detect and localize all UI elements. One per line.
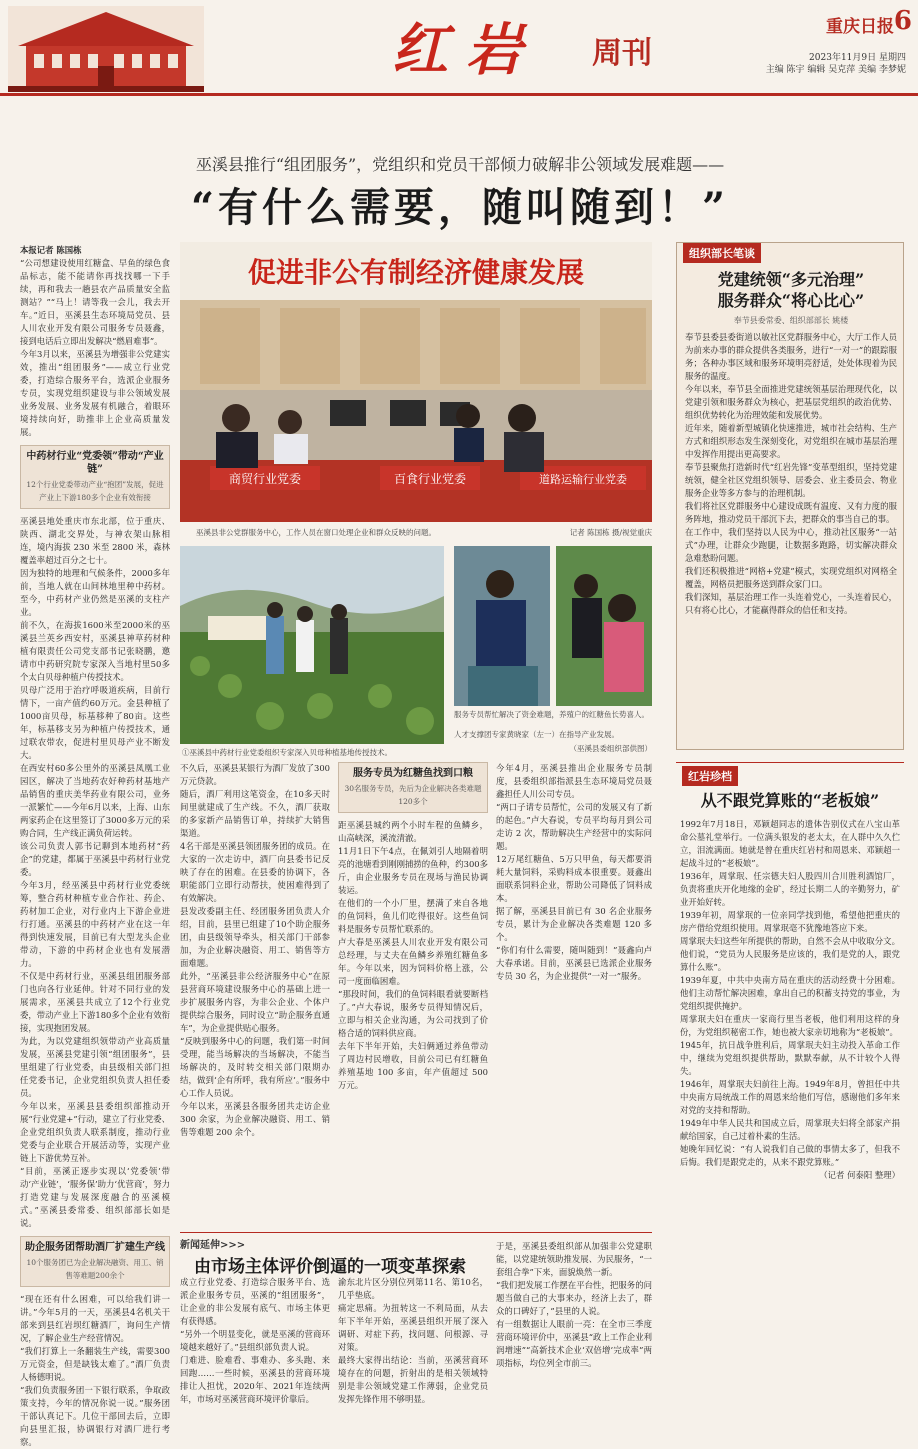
divider	[676, 762, 904, 763]
article-column-4	[496, 762, 652, 1232]
subheading-box	[20, 445, 170, 509]
paragraph: 在西安村60多公里外的巫溪县凤凰工业园区，解决了当地药农好种药材基地产品销售的重庆美华药业有限公司，业务一派繁忙——今年6月以来，上海、山东两家药企在这里签订了3000多万元的采购合同，生产线正满负荷运转。	[20, 763, 170, 838]
article-byline: 本报记者 陈国栋	[20, 245, 82, 255]
paragraph: 县发改委副主任、经团服务团负责人介绍，目前，县里已组建了10个助企服务团，由县级领导牵头，相关部门干部参加，为企业解决融资、用工、销售等方面难题。	[180, 906, 330, 968]
desk-sign-1: 商贸行业党委	[228, 472, 302, 486]
main-photo	[180, 242, 652, 522]
paragraph: 该公司负责人郭书记聊到本地药材“药企”的党建，都属于巫溪县中药材行业党委。	[20, 841, 170, 877]
expert-guidance-photo	[556, 546, 652, 706]
paragraph: “那段时间，我们的鱼饲料眼看就要断档了。”卢大春说，服务专员得知情况后，立即与相关企业沟通，为公司找到了价格合适的饲料供应商。	[338, 989, 488, 1038]
main-photo-caption: 巫溪县非公党群服务中心，工作人员在窗口处理企业和群众反映的问题。	[196, 528, 436, 537]
paragraph: 据了解，巫溪县目前已有 30 名企业服务专员，累计为企业解决各类难题 120 多个。	[496, 906, 652, 942]
paragraph: 今年以来，巫溪县各服务团共走访企业 300 余家，为企业解决融资、用工、销售等难题 200 余个。	[180, 1101, 330, 1137]
paragraph: 1936年，周掌珉、任宗德夫妇人股四川合川胜利酒馆厂，负责将重庆开化地缘的金矿，经过长期二人的辛勤努力，矿业开始好转。	[680, 871, 900, 907]
paragraph: 奉节县委县委街道以敏社区党群服务中心，大厅工作人员为前来办事的群众提供各类服务，进行“一对一”的跟踪服务；各种办事区域和服务环境明亮舒适，处处体现着为民服务的温度。	[685, 332, 897, 381]
paragraph: 因为独特的地理和气候条件，2000多年前，当地人就在山间林地里种中药材。至今，中药材产业仍然是巫溪的支柱产业。	[20, 568, 170, 617]
desk-sign-3: 道路运输行业党委	[539, 473, 627, 486]
sidebar-author-1: 奉节县委常委、组织部部长 姚楼	[733, 316, 849, 325]
paragraph: 我们还积极推进“网格+党建”模式，实现党组织对网格全覆盖，网格员把服务送到群众家门口。	[685, 566, 897, 589]
article-column-3	[338, 762, 488, 1232]
page-number: 6	[893, 6, 912, 36]
paragraph: 不久后，巫溪县某银行为酒厂发放了300万元贷款。	[180, 763, 330, 786]
paragraph: 周掌珉夫妇在重庆一家商行里当老板，他们利用这样的身份，为党组织秘密工作，她也被大家亲切地称为“老板娘”。	[680, 1014, 900, 1037]
paragraph: 奉节县聚焦打造新时代“红岩先锋”变革型组织，坚持党建统领，健全社区党组织领导、居委会、业主委员会、物业服务企业等多方参与的治理机制。	[685, 462, 897, 498]
paragraph: 近年来，随着新型城镇化快速推进，城市社会结构、生产方式和组织形态发生深刻变化，对党组织在城市基层治理中发挥作用提出更高要求。	[685, 423, 897, 459]
news-extension-title: 由市场主体评价倒逼的一项变革探索	[194, 1257, 466, 1277]
pair-photo-caption-a: 服务专员帮忙解决了资金难题，养殖户的红糖鱼长势喜人。	[454, 710, 649, 719]
paragraph: 今年3月以来，巫溪县为增强非公党建实效，推出“组团服务”——成立行业党委，打造综合服务平台，选派企业服务专员，实现党组织建设与非公领域发展业务发展、业务发展有机融合，着眼环境持续向好，助推非上企业高质量发展。	[20, 349, 170, 437]
paragraph: 于是，巫溪县委组织部从加强非公党建职能，以党建统领助推发展、为民服务，“一套组合拳”下来，面貌焕然一新。	[496, 1241, 652, 1277]
article-kicker: 巫溪县推行“组团服务”，党组织和党员干部倾力破解非公领域发展难题——	[195, 155, 725, 174]
paragraph: 卢大春是巫溪县人川农业开发有限公司总经理，与丈夫在鱼鳞乡养殖红糖鱼多年。今年以来，因为饲料价格上涨，公司一度面临困难。	[338, 937, 488, 986]
subheading-desc: 10个服务团已为企业解决融资、用工、销售等难题200余个	[26, 1258, 164, 1280]
article-headline: “有什么需要，随叫随到！”	[190, 184, 729, 231]
supplement-weekly: 周刊	[592, 36, 652, 71]
red-building-illustration	[8, 6, 204, 92]
herb-field-illustration	[180, 546, 444, 744]
subheading-desc: 12个行业党委带动产业“抱团”发展，促进产业上下游180多个企业有效衔接	[26, 480, 164, 502]
subheading-title: 中药材行业“党委领”带动“产业链”	[26, 451, 164, 475]
fish-farm-photo	[454, 546, 550, 706]
sidebar-tag-2: 红岩珍档	[682, 766, 738, 786]
paragraph: 今年3月，经巫溪县中药材行业党委统筹，整合药材种植专业合作社、药企、药材加工企业，对行业内上下游企业进行打通。巫溪县的中药材产业在这一年得到快速发展，目前已有大型龙头企业带动，下游的中药材企业也有发展潜力。	[20, 880, 170, 968]
sidebar-body-2	[680, 818, 900, 1298]
paragraph: “反映到服务中心的问题，我们第一时间受理，能当场解决的当场解决，不能当场解决的，及时转交相关部门限期办结，做到‘企有所呼，我有所应’。”服务中心工作人员说。	[180, 1036, 330, 1098]
paragraph: 1949年中华人民共和国成立后，周掌珉夫妇将全部家产捐献给国家，自己过着朴素的生活。	[680, 1118, 900, 1141]
paragraph: 为此，为以党建组织领带动产业高质量发展，巫溪县党建引领“组团服务”，县里组建了行业党委，由县级相关部门担任党委书记，企业党组织负责人担任委员。	[20, 1036, 170, 1098]
paragraph: 今年4月，巫溪县推出企业服务专员制度，县委组织部指派县生态环境局党员聂鑫担任人川公司专员。	[496, 763, 652, 799]
fish-farmer-illustration	[454, 546, 550, 706]
paragraph: 在他们的一个小厂里，摆满了来自各地的鱼饲料，鱼儿们吃得很好。这些鱼饲料是服务专员帮忙联系的。	[338, 898, 488, 934]
pair-photo-credit: （巫溪县委组织部供图）	[569, 744, 652, 753]
paragraph: 4名干部是巫溪县领团服务团的成员。在大家的一次走访中，酒厂向县委书记反映了存在的困难。在县委的协调下，各职能部门立即行动帮扶，使困难得到了有效解决。	[180, 841, 330, 903]
pair-photo-caption-b: 人才支撑团专家黄晓家（左一）在指导产业发展。	[454, 730, 619, 739]
field-photo-caption: ①巫溪县中药材行业党委组织专家深入贝母种植基地传授技术。	[182, 748, 392, 757]
main-photo-credit: 记者 陈国栋 摄/视觉重庆	[569, 528, 652, 537]
paragraph: 此外，“巫溪县非公经济服务中心”在原县营商环境建设服务中心的基础上进一步扩展服务内容，为非公企业、个体户提供综合服务，同时设立“助企服务直通车”，为企业提供贴心服务。	[180, 971, 330, 1033]
paragraph: 有一组数据让人眼前一亮：在全市三季度营商环境评价中，巫溪县“政上工作企业利润增速”“高新技术企业‘双倍增’完成率”两项指标，均位列全市前三。	[496, 1319, 652, 1368]
article-column-1	[20, 244, 170, 1447]
paragraph: 1946年，周掌珉夫妇前往上海。1949年8月，曾担任中共中央南方局统战工作的周恩来给他们写信，感谢他们多年来对党的支持和帮助。	[680, 1079, 900, 1115]
paragraph: 成立行业党委、打造综合服务平台、选派企业服务专员，巫溪的“组团服务”，让企业的非公发展有底气、市场主体更有获得感。	[180, 1277, 330, 1326]
paragraph: 不仅是中药材行业，巫溪县组团服务部门也向各行业延伸。针对不同行业的发展需求，巫溪县共成立了12个行业党委，带动产业上下游180多个企业有效衔接，实现抱团发展。	[20, 971, 170, 1033]
paragraph: 1992年7月18日，邓颖超同志的遗体告别仪式在八宝山革命公墓礼堂举行。一位满头银发的老太太，在人群中久久伫立，泪流满面。她就是曾在重庆红岩村和周恩来、邓颖超一起战斗过的“老板娘”。	[680, 819, 900, 868]
paragraph: “我们负责服务团一下银行联系，争取政策支持，今年的情况你说一说。”服务团干部认真记下。几位干部回去后，立即向县里汇报，协调银行对酒厂进行考察。	[20, 1385, 170, 1447]
news-extension-label: 新闻延伸>>>	[180, 1240, 246, 1251]
paragraph: 去年下半年开始，夫妇俩通过养鱼带动了周边村民增收，目前公司已有红糖鱼养殖基地 100 多亩，年产值超过 500 万元。	[338, 1041, 488, 1090]
sidebar-headline-2: 从不跟党算账的“老板娘”	[700, 791, 880, 810]
subheading-box	[338, 762, 488, 813]
sidebar-body-1	[685, 331, 897, 745]
expert-illustration	[556, 546, 652, 706]
paragraph: 1939年夏，中共中央南方局在重庆的活动经费十分困难。他们主动帮忙解决困难，拿出自己的积蓄支持党的事业，为党组织提供掩护。	[680, 975, 900, 1011]
paragraph: 渝东北片区分别位列第11名、第10名，几乎垫底。	[338, 1277, 488, 1300]
paragraph: 距巫溪县城约两个小时车程的鱼鳞乡，山高峡深，溪流清澈。	[338, 820, 488, 843]
paragraph: “现在还有什么困难，可以给我们讲一讲。”今年5月的一天，巫溪县4名机关干部来到县红岩坝红糖酒厂，询问生产情况，了解企业生产经营情况。	[20, 1294, 170, 1343]
headline-line: 服务群众“将心比心”	[717, 291, 865, 310]
subheading-desc: 30名服务专员，先后为企业解决各类难题120多个	[344, 784, 482, 806]
paragraph: 最终大家得出结论：当前，巫溪营商环境存在的问题，折射出的是相关领域特别是非公领域党建工作薄弱，企业党员发挥先锋作用不够明显。	[338, 1355, 488, 1404]
paragraph: “你们有什么需要，随叫随到！”聂鑫向卢大春承诺。目前，巫溪县已选派企业服务专员 30 名，为企业提供“一对一”服务。	[496, 945, 652, 981]
paragraph: 在工作中，我们坚持以人民为中心，推动社区服务“一站式”办理，让群众少跑腿，让数据多跑路，切实解决群众急难愁盼问题。	[685, 527, 897, 563]
newspaper-name: 重庆日报	[826, 17, 894, 37]
paragraph: 巫溪县地处重庆市东北部，位于重庆、陕西、湖北交界处，与神农架山脉相连，境内海拔 230 米至 2800 米，森林覆盖率超过百分之七十。	[20, 516, 170, 565]
editor-credits: 主编 陈宇 编辑 吴克萍 美编 李梦妮	[765, 65, 906, 75]
divider	[180, 1232, 652, 1233]
paragraph: “另外一个明显变化，就是巫溪的营商环境越来越好了。”县组织部负责人说。	[180, 1329, 330, 1352]
subheading-title: 服务专员为红糖鱼找到口粮	[353, 768, 473, 779]
wall-sign-text: 促进非公有制经济健康发展	[247, 256, 585, 289]
sidebar-box-2	[676, 762, 904, 1310]
paragraph: 1945年，抗日战争胜利后，周掌珉夫妇主动投入革命工作中，继续为党组织提供帮助，默默奉献，从不计较个人得失。	[680, 1040, 900, 1076]
paragraph: “公司想建设使用红糖盒、早鱼的绿色食品标志，能不能请你再找找哪一下手续，再和我去一趟县农产品质量安全监测站？”“马上！请等我一会儿，我去开车。”近日，巫溪县生态环境局党员、县人川农业开发有限公司服务专员聂鑫，接到电话后立即出发解决“燃眉难事”。	[20, 258, 170, 346]
sidebar-headline-1	[677, 269, 905, 311]
issue-date: 2023年11月9日 星期四	[809, 53, 906, 63]
paragraph: 今年以来，奉节县全面推进党建统领基层治理现代化，以党建引领和服务群众为核心，把基层党组织的政治优势、组织优势转化为治理效能和发展优势。	[685, 384, 897, 420]
subheading-box	[20, 1236, 170, 1287]
supplement-title: 红岩	[392, 17, 540, 83]
subheading-title: 助企服务团帮助酒厂扩建生产线	[25, 1242, 165, 1253]
paragraph: 今年以来，巫溪县县委组织部推动开展“行业党建+”行动，建立了行业党委、企业党组织负责人联系制度，推动行业党委与企业联合开展活动等，实现产业链上下游优势互补。	[20, 1101, 170, 1163]
extension-column-1	[180, 1276, 330, 1404]
extension-column-3	[496, 1240, 652, 1368]
sidebar-tag-1: 组织部长笔谈	[683, 243, 761, 263]
sidebar-author-2: （记者 何泰阳 整理）	[819, 1170, 900, 1180]
paragraph: “我们打算上一条翻装生产线，需要300万元资金，但是缺钱太难了。”酒厂负责人杨德明说。	[20, 1346, 170, 1382]
paragraph: 贝母广泛用于治疗呼吸道疾病，目前行情下，一亩产值约60万元。金县种植了1000亩贝母，标基移种了80亩。这些年，标基移支另为种植户传授技术，通过联农带农，促进村里贝母产业不断发大。	[20, 685, 170, 760]
paragraph: 门难进、脸难看、事难办、多头跑、来回跑……一些时候，巫溪县的营商环境排让人担忧，2020年、2021年连续两年，市场对巫溪营商环境评价靠后。	[180, 1355, 330, 1404]
extension-column-2	[338, 1276, 488, 1404]
service-center-illustration	[180, 242, 652, 522]
paragraph: 1939年初，周掌珉的一位亲同学找到他，希望他把重庆的房产借给党组织使用。周掌珉毫不犹豫地答应下来。	[680, 910, 900, 933]
paragraph: 前不久，在海拔1600米至2000米的巫溪县兰英乡西安村，巫溪县神草药材种植有限责任公司党支部书记张晓鹏，邀请市中药研究院专家深入当地村里50多个太白贝母种植户传授技术。	[20, 620, 170, 682]
headline-line: 党建统领“多元治理”	[717, 270, 865, 289]
paragraph: 随后，酒厂利用这笔资金，在10多天时间里就建成了生产线。不久，酒厂获取的多家新产品销售订单，持续扩大销售渠道。	[180, 789, 330, 838]
sidebar-box-1	[676, 242, 904, 750]
paragraph: 痛定思痛。为扭转这一不利局面，从去年下半年开始，巫溪县组织开展了深入调研、对症下药，找问题、问根源、寻对策。	[338, 1303, 488, 1352]
article-column-2	[180, 762, 330, 1232]
paragraph: “两口子请专员帮忙，公司的发展又有了新的起色。”卢大春说，专员平均每月到公司走访 2 次，帮助解决生产经营中的实际问题。	[496, 802, 652, 851]
paragraph: “目前，巫溪正逐步实现以‘党委领’带动‘产业链’，‘服务保’助力‘优营商’，努力打造党建与发展深度融合的巫溪模式。”巫溪县委常委、组织部部长如是说。	[20, 1166, 170, 1228]
paragraph: “我们把发展工作摆在平台性，把服务的问题当做自己的大事来办，经济上去了，群众的口碑好了，”县里的人说。	[496, 1280, 652, 1316]
paragraph: 周掌珉夫妇这些年所提供的帮助，自然不会从中收取分文。他们说，“党员为人民服务是应该的，我们是党的人，跟党算什么账”。	[680, 936, 900, 972]
paragraph: 我们深知，基层治理工作一头连着党心，一头连着民心，只有将心比心，才能赢得群众的信任和支持。	[685, 592, 897, 615]
paragraph: 11月1日下午4点，在佩刘引人地隔着明亮的池塘看到刚刚捕捞的鱼种，约300多斤，由企业服务专员在现场与渔民协调装运。	[338, 846, 488, 895]
desk-sign-2: 百食行业党委	[393, 472, 467, 486]
paragraph: 她晚年回忆说：“有人说我们自己做的事情太多了，但我不后悔。我们是跟党走的，从来不跟党算账。”	[680, 1144, 900, 1167]
paragraph: 我们将社区党群服务中心建设成既有温度、又有力度的服务阵地，推动党员干部沉下去，把群众的事当自己的事。	[685, 501, 897, 524]
masthead	[0, 0, 918, 96]
paragraph: 12万尾红糖鱼、5万只甲鱼，每天都要消耗大量饲料，采购料成本很重要。聂鑫出面联系饲料企业，帮助公司降低了饲料成本。	[496, 854, 652, 903]
field-photo	[180, 546, 444, 744]
